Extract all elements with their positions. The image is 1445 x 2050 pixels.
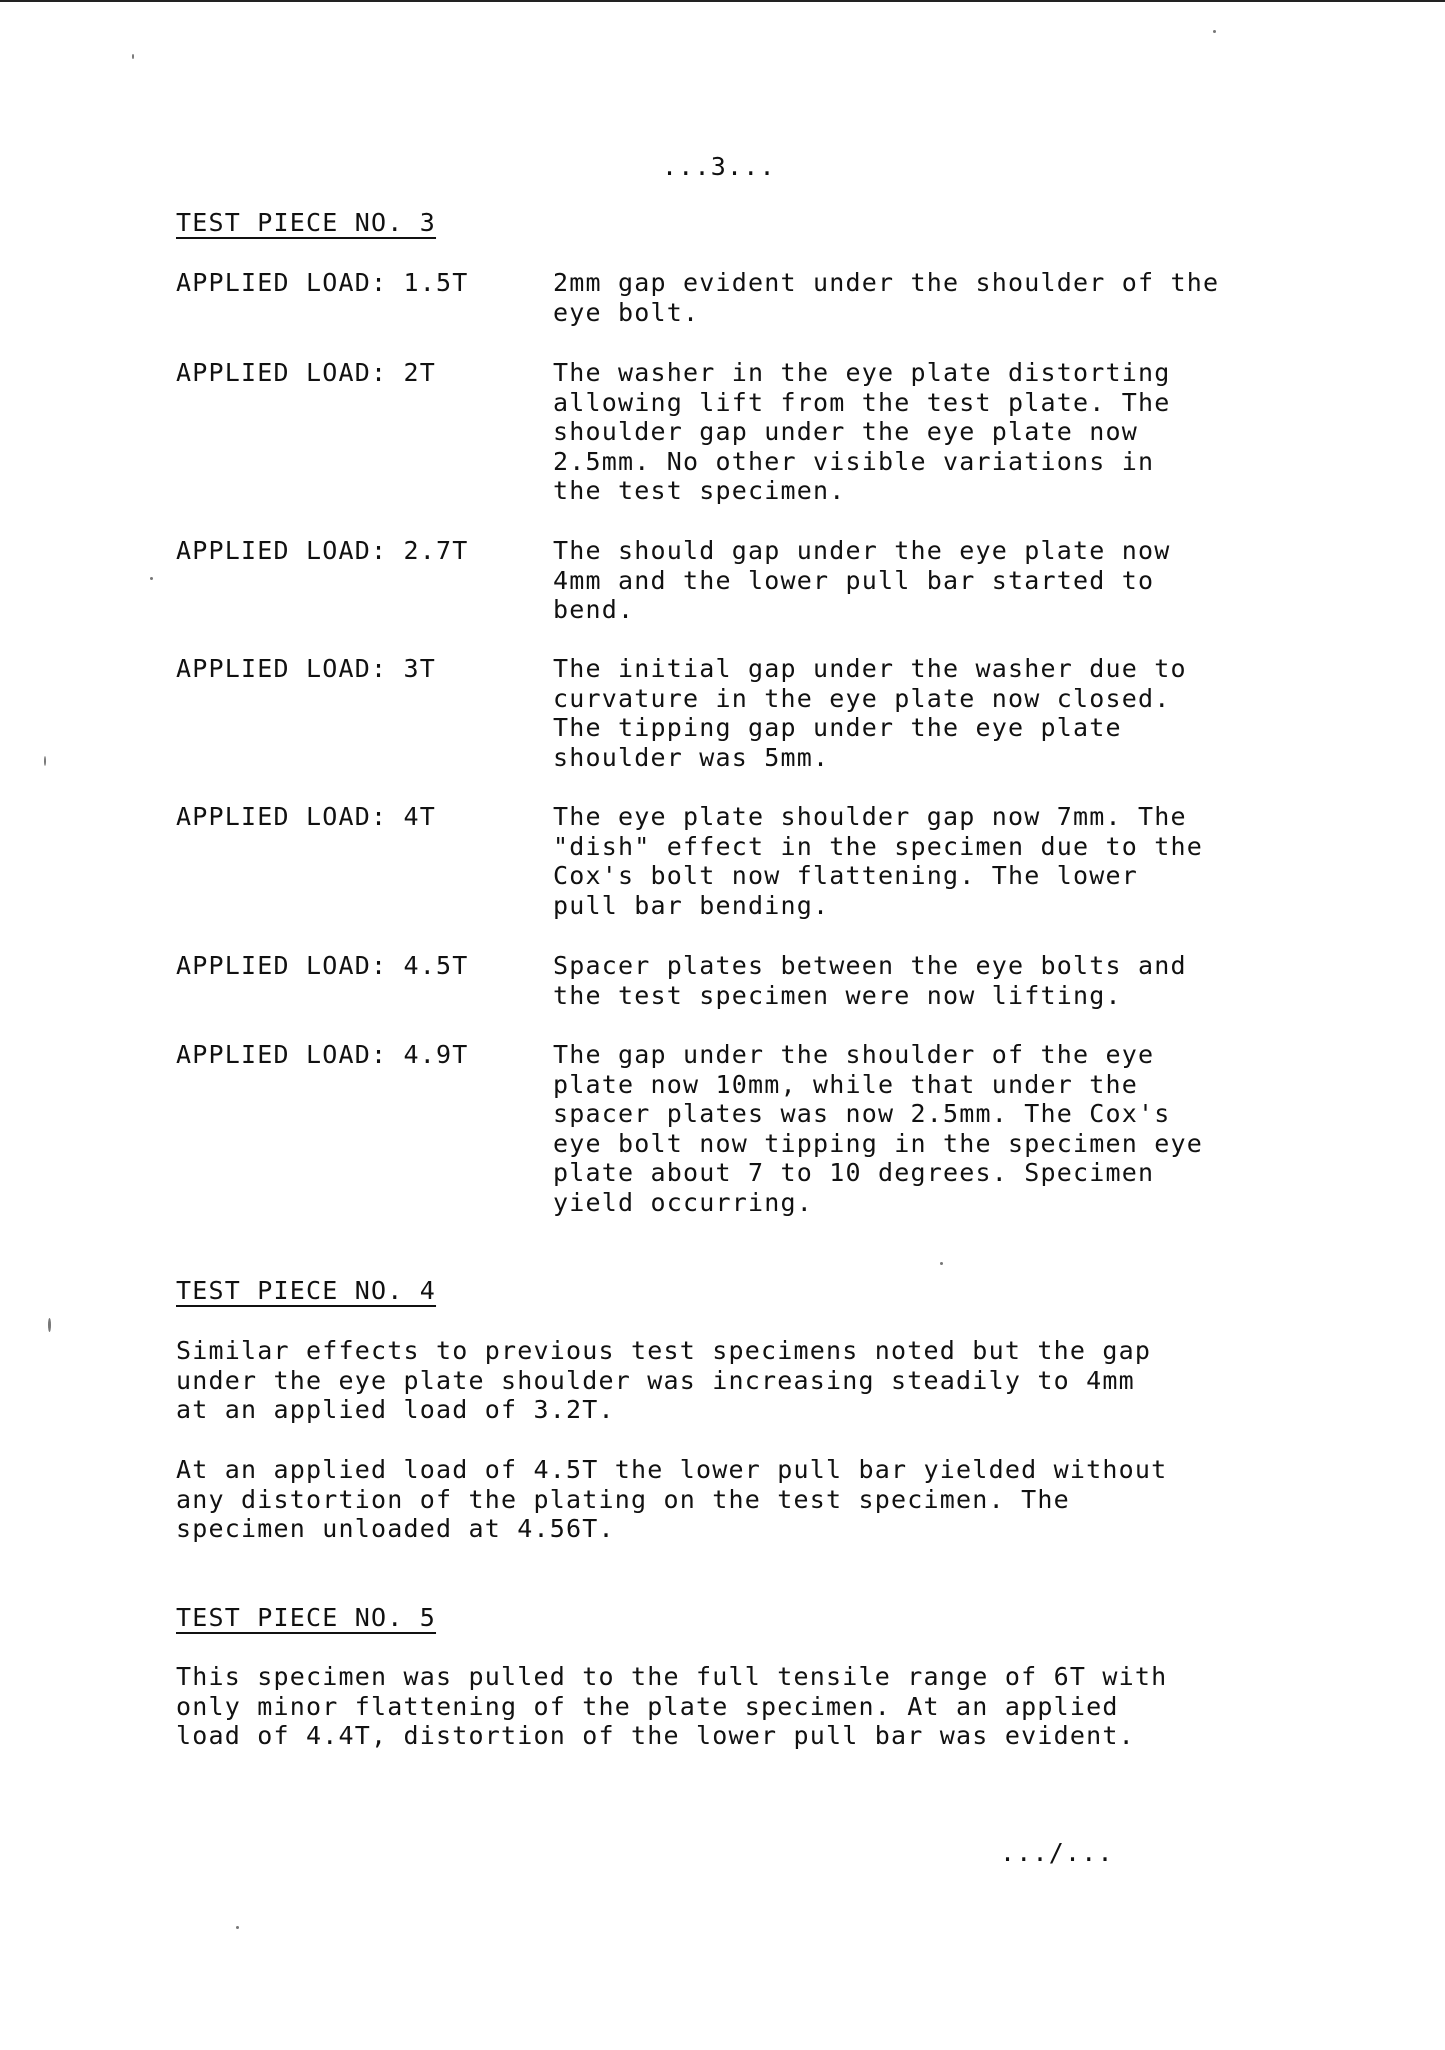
- scan-speck: [1213, 30, 1216, 33]
- load-description: The washer in the eye plate distorting allowing lift from the test plate. The shoulder gap under the eye plate now 2.5mm. No other visible variations in the test specimen.: [553, 358, 1171, 505]
- section-heading-test-piece-3: TEST PIECE NO. 3: [176, 208, 437, 237]
- scan-speck: [236, 1926, 239, 1929]
- load-label: APPLIED LOAD: 4T: [176, 802, 437, 831]
- load-label: APPLIED LOAD: 4.5T: [176, 951, 469, 980]
- paragraph: This specimen was pulled to the full tensile range of 6T with only minor flattening of the plate specimen. At an applied load of 4.4T, distortion of the lower pull bar was evident.: [176, 1662, 1168, 1750]
- scan-speck: [44, 756, 46, 766]
- load-description: The initial gap under the washer due to curvature in the eye plate now closed. The tipping gap under the eye plate shoulder was 5mm.: [553, 654, 1187, 772]
- load-description: Spacer plates between the eye bolts and the test specimen were now lifting.: [553, 951, 1187, 1010]
- load-label: APPLIED LOAD: 2.7T: [176, 536, 469, 565]
- section-heading-test-piece-4: TEST PIECE NO. 4: [176, 1276, 437, 1305]
- scan-speck: [132, 54, 134, 59]
- load-description: 2mm gap evident under the shoulder of the eye bolt.: [553, 268, 1220, 327]
- paragraph: Similar effects to previous test specimens noted but the gap under the eye plate shoulder was increasing steadily to 4mm at an applied load of 3.2T.: [176, 1336, 1152, 1424]
- load-label: APPLIED LOAD: 2T: [176, 358, 437, 387]
- section-heading-test-piece-5: TEST PIECE NO. 5: [176, 1603, 437, 1632]
- continuation-marker: .../...: [1000, 1838, 1114, 1867]
- load-label: APPLIED LOAD: 1.5T: [176, 268, 469, 297]
- load-description: The gap under the shoulder of the eye plate now 10mm, while that under the spacer plates was now 2.5mm. The Cox's eye bolt now tipping in the specimen eye plate about 7 to 10 degrees. Specimen yield occurring.: [553, 1040, 1204, 1217]
- page-number: ...3...: [662, 152, 776, 181]
- scan-speck: [150, 577, 153, 580]
- load-label: APPLIED LOAD: 3T: [176, 654, 437, 683]
- load-description: The should gap under the eye plate now 4mm and the lower pull bar started to bend.: [553, 536, 1171, 624]
- load-label: APPLIED LOAD: 4.9T: [176, 1040, 469, 1069]
- scan-speck: [48, 1318, 51, 1332]
- paragraph: At an applied load of 4.5T the lower pull bar yielded without any distortion of the plating on the test specimen. The specimen unloaded at 4.56T.: [176, 1455, 1168, 1543]
- load-description: The eye plate shoulder gap now 7mm. The "dish" effect in the specimen due to the Cox's bolt now flattening. The lower pull bar bending.: [553, 802, 1204, 920]
- scan-speck: [940, 1262, 943, 1265]
